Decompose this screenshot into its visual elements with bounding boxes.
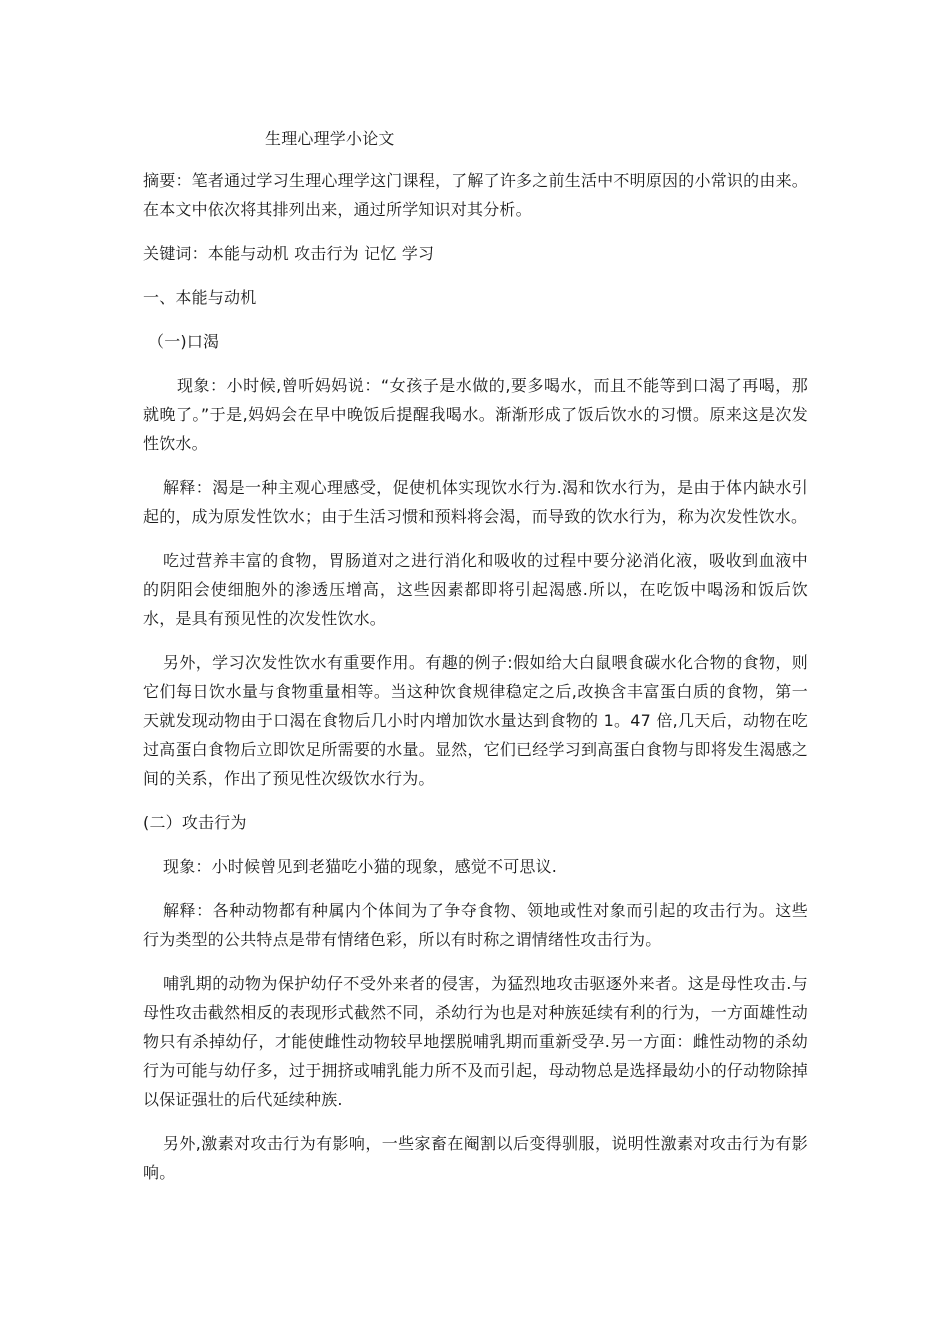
hormone-aggression-paragraph: 另外,激素对攻击行为有影响，一些家畜在阉割以后变得驯服，说明性激素对攻击行为有影响。 [143,1134,808,1182]
document-body [143,124,808,1187]
thirst-explanation-paragraph: 解释：渴是一种主观心理感受，促使机体实现饮水行为.渴和饮水行为，是由于体内缺水引起的，成为原发性饮水；由于生活习惯和预料将会渴，而导致的饮水行为，称为次发性饮水。 [143,478,808,526]
thirst-learning-paragraph: 另外，学习次发性饮水有重要作用。有趣的例子:假如给大白鼠喂食碳水化合物的食物，则它们每日饮水量与食物重量相等。当这种饮食规律稳定之后,改换含丰富蛋白质的食物，第一天就发现动物由于口渴在食物后几小时内增加饮水量达到食物的 1。47 倍,几天后，动物在吃过高蛋白食物后立即饮足所需要的水量。显然，它们已经学习到高蛋白食物与即将发生渴感之间的关系，作出了预见性次级饮水行为。 [143,653,808,788]
abstract-paragraph: 摘要：笔者通过学习生理心理学这门课程，了解了许多之前生活中不明原因的小常识的由来。在本文中依次将其排列出来，通过所学知识对其分析。 [143,171,808,219]
thirst-digestion-paragraph: 吃过营养丰富的食物，胃肠道对之进行消化和吸收的过程中要分泌消化液，吸收到血液中的阴阳会使细胞外的渗透压增高，这些因素都即将引起渴感.所以，在吃饭中喝汤和饭后饮水，是具有预见性的次发性饮水。 [143,551,808,628]
aggression-phenomenon-paragraph: 现象：小时候曾见到老猫吃小猫的现象，感觉不可思议. [163,857,558,876]
aggression-explanation-paragraph: 解释：各种动物都有种属内个体间为了争夺食物、领地或性对象而引起的攻击行为。这些行为类型的公共特点是带有情绪色彩，所以有时称之谓情绪性攻击行为。 [143,901,808,949]
section-heading-instinct: 一、本能与动机 [143,288,257,307]
subsection-heading-thirst: （一)口渴 [148,332,220,351]
thirst-phenomenon-paragraph: 现象：小时候,曾听妈妈说：“女孩子是水做的,要多喝水，而且不能等到口渴了再喝，那就晚了。”于是,妈妈会在早中晚饭后提醒我喝水。渐渐形成了饭后饮水的习惯。原来这是次发性饮水。 [143,376,808,453]
keywords-paragraph: 关键词：本能与动机 攻击行为 记忆 学习 [143,244,435,263]
subsection-heading-aggression: (二）攻击行为 [143,813,247,832]
maternal-aggression-paragraph: 哺乳期的动物为保护幼仔不受外来者的侵害，为猛烈地攻击驱逐外来者。这是母性攻击.与母性攻击截然相反的表现形式截然不同，杀幼行为也是对种族延续有利的行为，一方面雄性动物只有杀掉幼仔，才能使雌性动物较早地摆脱哺乳期而重新受孕.另一方面：雌性动物的杀幼行为可能与幼仔多，过于拥挤或哺乳能力所不及而引起，母动物总是选择最幼小的仔动物除掉以保证强壮的后代延续种族. [143,974,808,1109]
document-title: 生理心理学小论文 [265,129,395,148]
